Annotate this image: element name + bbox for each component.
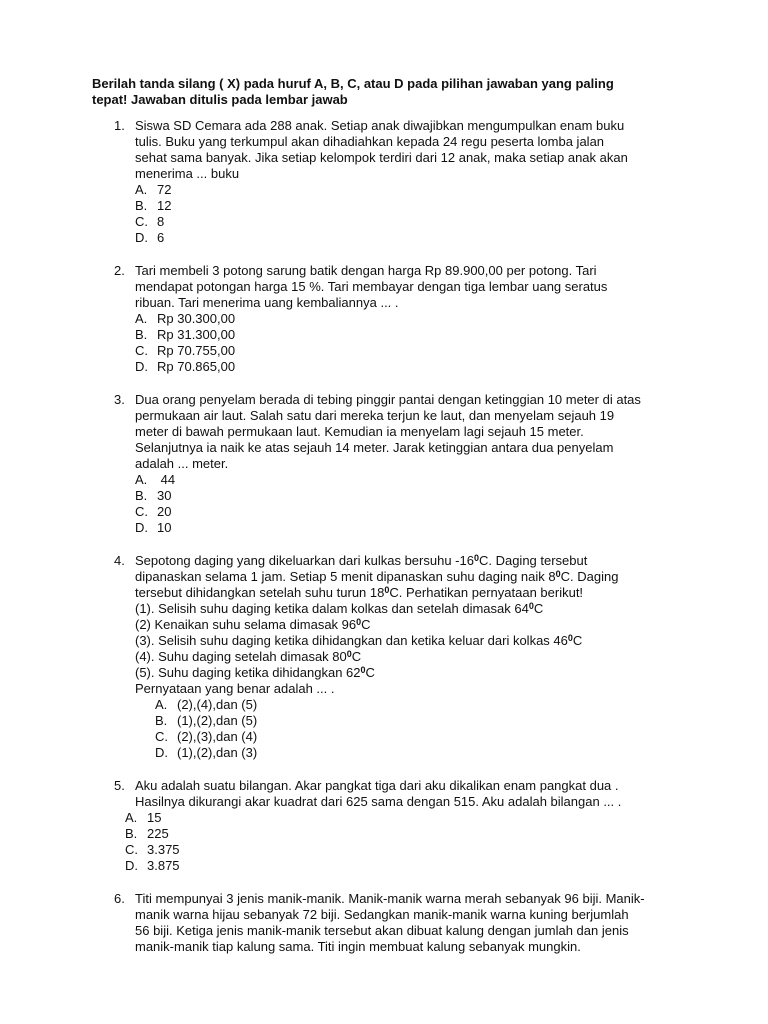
option-letter: A. [125, 810, 138, 825]
stem-line [135, 585, 677, 601]
option-a[interactable] [135, 472, 677, 488]
question-number: 2. [114, 263, 125, 278]
option-letter: B. [135, 198, 148, 213]
stem-line: Titi mempunyai 3 jenis manik-manik. Manik-manik warna merah sebanyak 96 biji. Manik- [135, 891, 645, 906]
stem-line: tulis. Buku yang terkumpul akan dihadiahkan kepada 24 regu peserta lomba jalan [135, 134, 605, 149]
option-text: (2),(3),dan (4) [177, 729, 258, 744]
option-a[interactable] [135, 182, 677, 198]
option-letter: D. [135, 359, 148, 374]
option-text: 44 [157, 472, 176, 487]
stem-text: dipanaskan selama 1 jam. Setiap 5 menit dipanaskan suhu daging naik 8 [135, 569, 556, 584]
option-letter: D. [125, 858, 138, 873]
option-letter: C. [125, 842, 138, 857]
option-c[interactable] [155, 729, 677, 745]
question-stem [135, 778, 677, 810]
stem-text: Pernyataan yang benar adalah ... . [135, 681, 335, 696]
option-text: 8 [157, 214, 165, 229]
option-b[interactable] [125, 826, 677, 842]
option-letter: C. [155, 729, 168, 744]
option-text: Rp 31.300,00 [157, 327, 236, 342]
stem-text: tersebut dihidangkan setelah suhu turun 18 [135, 585, 385, 600]
question-4 [92, 553, 677, 761]
options-list [135, 697, 677, 761]
stem-text: (3). Selisih suhu daging ketika dihidangkan dan ketika keluar dari kolkas 46 [135, 633, 568, 648]
option-d[interactable] [135, 359, 677, 375]
option-letter: B. [155, 713, 168, 728]
stem-line: Dua orang penyelam berada di tebing pinggir pantai dengan ketinggian 10 meter di atas [135, 392, 641, 407]
options-list [135, 311, 677, 375]
option-text: 30 [157, 488, 172, 503]
option-text: Rp 30.300,00 [157, 311, 236, 326]
option-b[interactable] [135, 488, 677, 504]
stem-line: Siswa SD Cemara ada 288 anak. Setiap anak diwajibkan mengumpulkan enam buku [135, 118, 625, 133]
degree-sup: 0 [356, 617, 362, 627]
option-text: 15 [147, 810, 162, 825]
stem-text: C [533, 601, 544, 616]
instruction-line: Berilah tanda silang ( X) pada huruf A, B, C, atau D pada pilihan jawaban yang paling [92, 76, 614, 91]
statement-2 [135, 617, 677, 633]
option-a[interactable] [135, 311, 677, 327]
stem-line [135, 553, 677, 569]
option-c[interactable] [135, 343, 677, 359]
option-letter: B. [135, 488, 148, 503]
option-d[interactable] [135, 230, 677, 246]
option-text: (1),(2),dan (5) [177, 713, 258, 728]
option-b[interactable] [155, 713, 677, 729]
question-stem [135, 891, 677, 955]
degree-sup: 0 [555, 569, 561, 579]
stem-text: C [365, 665, 375, 680]
instruction [92, 76, 677, 108]
option-text: Rp 70.865,00 [157, 359, 236, 374]
question-6 [92, 891, 677, 955]
question-stem [135, 263, 677, 311]
statement-4 [135, 649, 677, 665]
stem-text: C [572, 633, 583, 648]
degree-sup: 0 [567, 633, 573, 643]
stem-line: ribuan. Tari menerima uang kembaliannya ... . [135, 295, 399, 310]
degree-sup: 0 [528, 601, 534, 611]
option-d[interactable] [155, 745, 677, 761]
statement-5 [135, 665, 677, 681]
option-text: 225 [147, 826, 169, 841]
stem-line: permukaan air laut. Salah satu dari mereka terjun ke laut, dan menyelam sejauh 19 [135, 408, 615, 423]
option-b[interactable] [135, 198, 677, 214]
degree-sup: 0 [473, 553, 479, 563]
option-text: (1),(2),dan (3) [177, 745, 258, 760]
option-letter: D. [135, 520, 148, 535]
option-letter: A. [155, 697, 168, 712]
stem-text: (4). Suhu daging setelah dimasak 80 [135, 649, 347, 664]
question-number: 3. [114, 392, 125, 407]
option-letter: A. [135, 311, 148, 326]
stem-line: manik-manik tiap kalung sama. Titi ingin membuat kalung sebanyak mungkin. [135, 939, 581, 954]
question-number: 6. [114, 891, 125, 906]
degree-sup: 0 [346, 649, 352, 659]
statement-3 [135, 633, 677, 649]
stem-line: Hasilnya dikurangi akar kuadrat dari 625 sama dengan 515. Aku adalah bilangan ... . [135, 794, 622, 809]
option-text: 12 [157, 198, 172, 213]
statement-1 [135, 601, 677, 617]
option-text: 10 [157, 520, 172, 535]
option-c[interactable] [135, 214, 677, 230]
option-letter: C. [135, 504, 148, 519]
option-text: 20 [157, 504, 172, 519]
option-letter: B. [135, 327, 148, 342]
option-text: Rp 70.755,00 [157, 343, 236, 358]
degree-sup: 0 [384, 585, 390, 595]
stem-line: manik warna hijau sebanyak 72 biji. Sedangkan manik-manik warna kuning berjumlah [135, 907, 629, 922]
option-c[interactable] [135, 504, 677, 520]
option-letter: A. [135, 472, 148, 487]
stem-text: (1). Selisih suhu daging ketika dalam kolkas dan setelah dimasak 64 [135, 601, 529, 616]
stem-line: meter di bawah permukaan laut. Kemudian ia menyelam lagi sejauh 15 meter. [135, 424, 584, 439]
option-letter: C. [135, 343, 148, 358]
question-stem [135, 392, 677, 472]
stem-text: Sepotong daging yang dikeluarkan dari kulkas bersuhu -16 [135, 553, 474, 568]
stem-text: C. Daging [560, 569, 619, 584]
options-list [125, 810, 677, 874]
stem-text: C. Perhatikan pernyataan berikut! [389, 585, 584, 600]
stem-line: mendapat potongan harga 15 %. Tari membayar dengan tiga lembar uang seratus [135, 279, 608, 294]
question-number: 1. [114, 118, 125, 133]
option-a[interactable] [155, 697, 677, 713]
stem-line [135, 681, 677, 697]
stem-line: menerima ... buku [135, 166, 240, 181]
question-2 [92, 263, 677, 375]
option-d[interactable] [125, 858, 677, 874]
option-d[interactable] [135, 520, 677, 536]
options-list [135, 472, 677, 536]
stem-text: C [351, 649, 362, 664]
instruction-line: tepat! Jawaban ditulis pada lembar jawab [92, 92, 348, 107]
option-letter: B. [125, 826, 138, 841]
stem-text: C. Daging tersebut [478, 553, 588, 568]
exam-page [92, 76, 677, 972]
option-letter: D. [135, 230, 148, 245]
option-c[interactable] [125, 842, 677, 858]
option-letter: C. [135, 214, 148, 229]
stem-line: adalah ... meter. [135, 456, 229, 471]
question-number: 5. [114, 778, 125, 793]
question-stem [135, 118, 677, 182]
stem-line: 56 biji. Ketiga jenis manik-manik tersebut akan dibuat kalung dengan jumlah dan jenis [135, 923, 629, 938]
stem-line [135, 569, 677, 585]
question-stem [135, 553, 677, 697]
option-a[interactable] [125, 810, 677, 826]
options-list [135, 182, 677, 246]
stem-text: C [361, 617, 371, 632]
stem-line: Aku adalah suatu bilangan. Akar pangkat tiga dari aku dikalikan enam pangkat dua . [135, 778, 619, 793]
question-3 [92, 392, 677, 536]
option-text: 3.875 [147, 858, 180, 873]
option-text: 72 [157, 182, 172, 197]
option-letter: A. [135, 182, 148, 197]
option-text: 6 [157, 230, 165, 245]
option-text: 3.375 [147, 842, 180, 857]
option-text: (2),(4),dan (5) [177, 697, 258, 712]
stem-text: (2) Kenaikan suhu selama dimasak 96 [135, 617, 357, 632]
stem-line: sehat sama banyak. Jika setiap kelompok terdiri dari 12 anak, maka setiap anak akan [135, 150, 628, 165]
option-letter: D. [155, 745, 168, 760]
question-1 [92, 118, 677, 246]
question-number: 4. [114, 553, 125, 568]
question-5 [92, 778, 677, 874]
option-b[interactable] [135, 327, 677, 343]
stem-line: Selanjutnya ia naik ke atas sejauh 14 meter. Jarak ketinggian antara dua penyelam [135, 440, 614, 455]
stem-text: (5). Suhu daging ketika dihidangkan 62 [135, 665, 361, 680]
degree-sup: 0 [360, 665, 366, 675]
stem-line: Tari membeli 3 potong sarung batik dengan harga Rp 89.900,00 per potong. Tari [135, 263, 597, 278]
